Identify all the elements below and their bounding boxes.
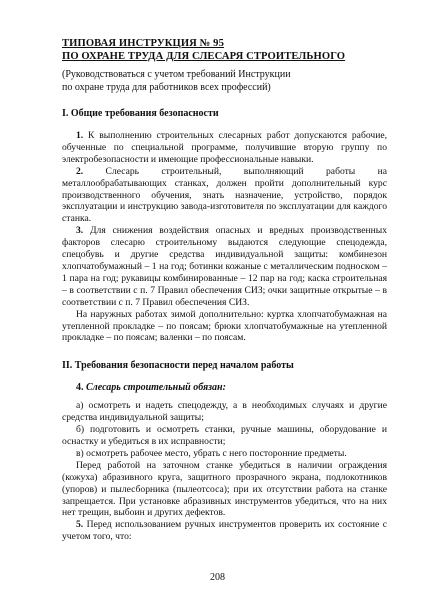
subtitle-line-2: по охране труда для работников всех профессий): [62, 81, 271, 93]
title-line-2: ПО ОХРАНЕ ТРУДА ДЛЯ СЛЕСАРЯ СТРОИТЕЛЬНОГО: [62, 50, 346, 62]
page-number: 208: [210, 572, 225, 583]
subtitle-line-1: (Руководствоваться с учетом требований Инструкции: [62, 69, 291, 80]
list-item-c: в) осмотреть рабочее место, убрать с него посторонние предметы.: [76, 447, 347, 459]
paragraph-2-text: Слесарь строительный, выполняющий работы на металлообрабатывающих станках, должен пройти дополнительный курс производственного обучения, знать назначение, устройство, порядок эксплуатации и инструкцию завода-изготовителя по эксплуатации для каждого станка.: [62, 165, 387, 225]
paragraph-3: [62, 225, 387, 308]
paragraph-5: [62, 519, 387, 543]
paragraph-5-text: Перед использованием ручных инструментов проверить их состояние с учетом того, что:: [62, 519, 387, 543]
section-1-heading: I. Общие требования безопасности: [62, 108, 219, 119]
document-title: [62, 38, 387, 63]
paragraph-2-number: 2.: [76, 165, 84, 177]
paragraph-grinding: Перед работой на заточном станке убедиться в наличии ограждения (кожуха) абразивного круга, защитного прозрачного экрана, подлокотников (упоров) и пылесборника (пылеотсоса); при их отсутствии работа на станке запрещается. При установке абразивных инструментов убедиться, что на них нет трещин, выбоин и других дефектов.: [62, 459, 387, 519]
section-2-heading: II. Требования безопасности перед началом работы: [62, 360, 294, 372]
paragraph-1: [62, 130, 387, 166]
document-subtitle: [62, 69, 387, 94]
paragraph-1-number: 1.: [76, 130, 84, 141]
title-line-1: ТИПОВАЯ ИНСТРУКЦИЯ № 95: [62, 38, 224, 49]
paragraph-4-heading: [62, 382, 387, 394]
paragraph-2: [62, 166, 387, 226]
paragraph-4-number: 4.: [76, 382, 84, 394]
paragraph-1-text: К выполнению строительных слесарных работ допускаются рабочие, обученные по специальной программе, получившие вторую группу по электробезопасности и имеющие профессиональные навыки.: [62, 130, 387, 165]
list-item-b: б) подготовить и осмотреть станки, ручные машины, оборудование и оснастку и убедиться в их исправности;: [62, 424, 387, 448]
paragraph-5-number: 5.: [76, 519, 84, 531]
paragraph-3-text: Для снижения воздействия опасных и вредных производственных факторов слесарю строительному выдаются следующие спецодежда, спецобувь и другие средства индивидуальной защиты: комбинезон хлопчатобумажный – 1 на год; ботинки кожаные с металлическим подноском – 1 пара на год; рукавицы комбинированные – 12 пар на год; каска строительная – в соответствии с п. 7 Правил обеспечения СИЗ; очки защитные открытые – в соответствии с п. 7 Правил обеспечения СИЗ.: [62, 225, 387, 308]
paragraph-3-number: 3.: [76, 225, 84, 237]
paragraph-4-heading-text: Слесарь строительный обязан:: [86, 382, 226, 394]
list-item-a: а) осмотреть и надеть спецодежду, а в необходимых случаях и другие средства индивидуальной защиты;: [62, 400, 387, 424]
paragraph-winter: На наружных работах зимой дополнительно: куртка хлопчатобумажная на утепленной прокладке – по поясам; брюки хлопчатобумажные на утепленной прокладке – по поясам; валенки – по поясам.: [62, 308, 387, 344]
